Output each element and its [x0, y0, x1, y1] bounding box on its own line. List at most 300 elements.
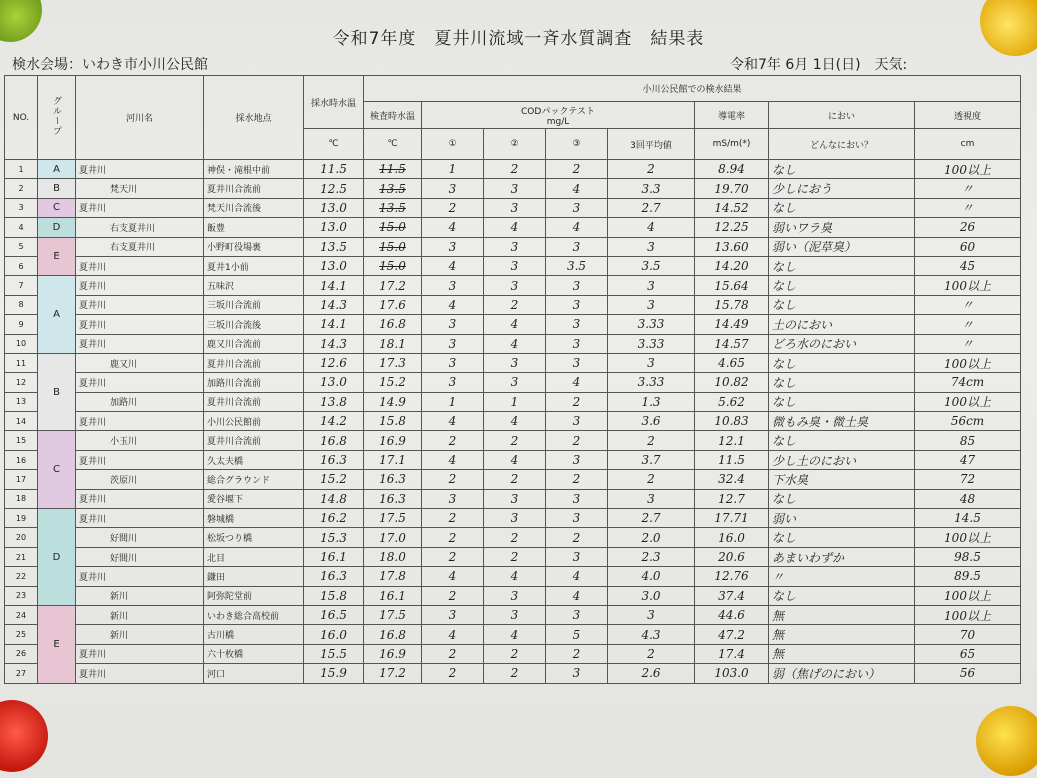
cod-1: 2 — [422, 644, 484, 663]
test-temp: 15.0 — [364, 218, 422, 237]
cod-1: 2 — [422, 198, 484, 217]
transparency: 〃 — [915, 179, 1021, 198]
transparency: 56 — [915, 664, 1021, 683]
table-body — [5, 160, 1021, 684]
transparency: 100以上 — [915, 528, 1021, 547]
cod-2: 3 — [484, 256, 546, 275]
river-name: 夏井川 — [76, 334, 204, 353]
sample-temp: 15.9 — [304, 664, 364, 683]
header-site: 採水地点 — [204, 76, 304, 160]
cod-average: 2.7 — [608, 509, 695, 528]
table-row — [5, 237, 1021, 256]
cod-average: 2.0 — [608, 528, 695, 547]
cod-3: 2 — [546, 431, 608, 450]
transparency: 74cm — [915, 373, 1021, 392]
cod-1: 2 — [422, 509, 484, 528]
odor: 弱（焦げのにおい） — [769, 664, 915, 683]
river-name: 好間川 — [76, 547, 204, 566]
conductivity: 103.0 — [695, 664, 769, 683]
conductivity: 14.52 — [695, 198, 769, 217]
row-no: 7 — [5, 276, 38, 295]
test-temp: 16.3 — [364, 489, 422, 508]
odor: なし — [769, 256, 915, 275]
test-temp: 15.0 — [364, 237, 422, 256]
table-row — [5, 315, 1021, 334]
row-no: 25 — [5, 625, 38, 644]
test-temp: 13.5 — [364, 179, 422, 198]
cod-average: 3.6 — [608, 412, 695, 431]
cod-2: 2 — [484, 644, 546, 663]
river-name: 右支夏井川 — [76, 218, 204, 237]
row-no: 21 — [5, 547, 38, 566]
sample-temp: 13.0 — [304, 373, 364, 392]
sampling-site: 古川橋 — [204, 625, 304, 644]
row-no: 15 — [5, 431, 38, 450]
cod-2: 4 — [484, 218, 546, 237]
cod-3: 3 — [546, 489, 608, 508]
cod-2: 3 — [484, 198, 546, 217]
transparency: 45 — [915, 256, 1021, 275]
table-row — [5, 412, 1021, 431]
sample-temp: 13.0 — [304, 218, 364, 237]
cod-1: 2 — [422, 528, 484, 547]
test-temp: 17.0 — [364, 528, 422, 547]
sample-temp: 13.0 — [304, 198, 364, 217]
cod-2: 3 — [484, 353, 546, 372]
row-no: 6 — [5, 256, 38, 275]
cod-2: 2 — [484, 528, 546, 547]
header-cod-3: ③ — [546, 129, 608, 160]
cod-1: 3 — [422, 276, 484, 295]
row-no: 26 — [5, 644, 38, 663]
sampling-site: 梵天川合流後 — [204, 198, 304, 217]
transparency: 98.5 — [915, 547, 1021, 566]
cod-average: 3.33 — [608, 334, 695, 353]
cod-1: 4 — [422, 256, 484, 275]
header-test-temp-unit: ℃ — [364, 129, 422, 160]
cod-3: 3.5 — [546, 256, 608, 275]
sample-temp: 12.5 — [304, 179, 364, 198]
cod-3: 3 — [546, 315, 608, 334]
odor: なし — [769, 489, 915, 508]
transparency: 〃 — [915, 198, 1021, 217]
cod-3: 3 — [546, 509, 608, 528]
sample-temp: 16.3 — [304, 567, 364, 586]
river-name: 夏井川 — [76, 509, 204, 528]
row-no: 4 — [5, 218, 38, 237]
conductivity: 12.7 — [695, 489, 769, 508]
row-no: 16 — [5, 450, 38, 469]
header-cod-2: ② — [484, 129, 546, 160]
conductivity: 17.71 — [695, 509, 769, 528]
cod-average: 1.3 — [608, 392, 695, 411]
conductivity: 10.82 — [695, 373, 769, 392]
odor: どろ水のにおい — [769, 334, 915, 353]
sample-temp: 14.2 — [304, 412, 364, 431]
cod-average: 2.7 — [608, 198, 695, 217]
cod-3: 2 — [546, 392, 608, 411]
header-transparency-unit: cm — [915, 129, 1021, 160]
group-label: E — [38, 237, 76, 276]
row-no: 3 — [5, 198, 38, 217]
test-temp: 17.5 — [364, 605, 422, 624]
river-name: 夏井川 — [76, 664, 204, 683]
conductivity: 12.76 — [695, 567, 769, 586]
cod-average: 2.6 — [608, 664, 695, 683]
conductivity: 20.6 — [695, 547, 769, 566]
test-temp: 17.5 — [364, 509, 422, 528]
river-name: 新川 — [76, 605, 204, 624]
test-temp: 15.2 — [364, 373, 422, 392]
row-no: 24 — [5, 605, 38, 624]
test-temp: 16.9 — [364, 644, 422, 663]
odor: あまいわずか — [769, 547, 915, 566]
row-no: 10 — [5, 334, 38, 353]
cod-3: 3 — [546, 605, 608, 624]
group-label: A — [38, 160, 76, 179]
sample-temp: 14.3 — [304, 295, 364, 314]
sampling-site: 磐城橋 — [204, 509, 304, 528]
sampling-site: 三坂川合流後 — [204, 315, 304, 334]
cod-average: 2 — [608, 644, 695, 663]
transparency: 〃 — [915, 334, 1021, 353]
cod-3: 3 — [546, 664, 608, 683]
odor: 無 — [769, 625, 915, 644]
transparency: 48 — [915, 489, 1021, 508]
cod-average: 4 — [608, 218, 695, 237]
odor: なし — [769, 198, 915, 217]
table-row — [5, 295, 1021, 314]
cod-3: 3 — [546, 412, 608, 431]
table-row — [5, 470, 1021, 489]
cod-2: 1 — [484, 392, 546, 411]
row-no: 27 — [5, 664, 38, 683]
transparency: 47 — [915, 450, 1021, 469]
odor: なし — [769, 295, 915, 314]
table-row — [5, 625, 1021, 644]
sample-temp: 12.6 — [304, 353, 364, 372]
row-no: 1 — [5, 160, 38, 179]
table-row — [5, 664, 1021, 683]
river-name: 小玉川 — [76, 431, 204, 450]
row-no: 22 — [5, 567, 38, 586]
header-conductivity-unit: mS/m(*) — [695, 129, 769, 160]
river-name: 鹿又川 — [76, 353, 204, 372]
sample-temp: 16.8 — [304, 431, 364, 450]
transparency: 〃 — [915, 295, 1021, 314]
venue-label: 検水会場：いわき市小川公民館 — [12, 57, 208, 73]
table-row — [5, 431, 1021, 450]
table-row — [5, 218, 1021, 237]
row-no: 23 — [5, 586, 38, 605]
cod-1: 3 — [422, 179, 484, 198]
odor: 〃 — [769, 567, 915, 586]
odor: 土のにおい — [769, 315, 915, 334]
group-label: B — [38, 179, 76, 198]
cod-average: 3.7 — [608, 450, 695, 469]
odor: なし — [769, 392, 915, 411]
header-section-title: 小川公民館での検水結果 — [364, 76, 1021, 102]
row-no: 8 — [5, 295, 38, 314]
river-name: 右支夏井川 — [76, 237, 204, 256]
odor: 弱いワラ臭 — [769, 218, 915, 237]
odor: 少し土のにおい — [769, 450, 915, 469]
cod-3: 4 — [546, 586, 608, 605]
odor: 少しにおう — [769, 179, 915, 198]
cod-3: 3 — [546, 237, 608, 256]
cod-3: 4 — [546, 218, 608, 237]
cod-1: 3 — [422, 373, 484, 392]
transparency: 85 — [915, 431, 1021, 450]
cod-average: 2 — [608, 431, 695, 450]
sampling-site: いわき総合高校前 — [204, 605, 304, 624]
sample-temp: 13.5 — [304, 237, 364, 256]
cod-1: 2 — [422, 470, 484, 489]
row-no: 13 — [5, 392, 38, 411]
sample-temp: 16.1 — [304, 547, 364, 566]
test-temp: 17.8 — [364, 567, 422, 586]
test-temp: 15.8 — [364, 412, 422, 431]
table-row — [5, 567, 1021, 586]
sampling-site: 五味沢 — [204, 276, 304, 295]
cod-average: 3.0 — [608, 586, 695, 605]
header-odor-sub: どんなにおい？ — [769, 129, 915, 160]
cod-3: 5 — [546, 625, 608, 644]
sampling-site: 小川公民館前 — [204, 412, 304, 431]
cod-average: 2 — [608, 160, 695, 179]
conductivity: 44.6 — [695, 605, 769, 624]
header-group: グループ — [38, 76, 76, 160]
transparency: 100以上 — [915, 353, 1021, 372]
cod-average: 3.3 — [608, 179, 695, 198]
cod-average: 3.33 — [608, 373, 695, 392]
cod-average: 3 — [608, 237, 695, 256]
test-temp: 17.2 — [364, 664, 422, 683]
conductivity: 13.60 — [695, 237, 769, 256]
cod-1: 3 — [422, 334, 484, 353]
test-temp: 16.8 — [364, 315, 422, 334]
odor: なし — [769, 528, 915, 547]
conductivity: 14.20 — [695, 256, 769, 275]
river-name: 夏井川 — [76, 276, 204, 295]
header-sample-temp: 採水時水温 — [304, 76, 364, 129]
test-temp: 16.8 — [364, 625, 422, 644]
cod-1: 2 — [422, 547, 484, 566]
river-name: 夏井川 — [76, 160, 204, 179]
cod-3: 4 — [546, 179, 608, 198]
cod-2: 3 — [484, 605, 546, 624]
conductivity: 16.0 — [695, 528, 769, 547]
test-temp: 17.2 — [364, 276, 422, 295]
yellow-magnet-bottom-right — [976, 706, 1037, 776]
cod-2: 4 — [484, 334, 546, 353]
cod-1: 3 — [422, 605, 484, 624]
sample-temp: 14.8 — [304, 489, 364, 508]
transparency: 26 — [915, 218, 1021, 237]
cod-1: 4 — [422, 412, 484, 431]
river-name: 夏井川 — [76, 567, 204, 586]
sample-temp: 16.5 — [304, 605, 364, 624]
group-label: D — [38, 218, 76, 237]
cod-1: 4 — [422, 567, 484, 586]
sampling-site: 夏井川合流前 — [204, 353, 304, 372]
table-row — [5, 509, 1021, 528]
table-row — [5, 392, 1021, 411]
conductivity: 37.4 — [695, 586, 769, 605]
cod-3: 3 — [546, 334, 608, 353]
river-name: 新川 — [76, 586, 204, 605]
table-row — [5, 547, 1021, 566]
transparency: 100以上 — [915, 605, 1021, 624]
table-row — [5, 256, 1021, 275]
cod-2: 2 — [484, 547, 546, 566]
cod-3: 3 — [546, 353, 608, 372]
header-cod-avg: 3回平均値 — [608, 129, 695, 160]
cod-average: 4.0 — [608, 567, 695, 586]
river-name: 夏井川 — [76, 644, 204, 663]
conductivity: 19.70 — [695, 179, 769, 198]
conductivity: 17.4 — [695, 644, 769, 663]
sampling-site: 松坂つり橋 — [204, 528, 304, 547]
cod-average: 2.3 — [608, 547, 695, 566]
group-label: A — [38, 276, 76, 354]
transparency: 100以上 — [915, 160, 1021, 179]
sample-temp: 14.3 — [304, 334, 364, 353]
odor: 無 — [769, 605, 915, 624]
group-label: D — [38, 509, 76, 606]
cod-2: 4 — [484, 412, 546, 431]
river-name: 夏井川 — [76, 198, 204, 217]
row-no: 19 — [5, 509, 38, 528]
sample-temp: 14.1 — [304, 315, 364, 334]
cod-average: 3 — [608, 605, 695, 624]
conductivity: 15.78 — [695, 295, 769, 314]
row-no: 9 — [5, 315, 38, 334]
row-no: 17 — [5, 470, 38, 489]
test-temp: 16.1 — [364, 586, 422, 605]
cod-2: 2 — [484, 470, 546, 489]
header-no: NO. — [5, 76, 38, 160]
sample-temp: 15.5 — [304, 644, 364, 663]
test-temp: 14.9 — [364, 392, 422, 411]
cod-3: 4 — [546, 373, 608, 392]
transparency: 56cm — [915, 412, 1021, 431]
odor: なし — [769, 586, 915, 605]
table-row — [5, 644, 1021, 663]
sampling-site: 阿弥陀堂前 — [204, 586, 304, 605]
row-no: 20 — [5, 528, 38, 547]
conductivity: 14.49 — [695, 315, 769, 334]
header-conductivity: 導電率 — [695, 102, 769, 129]
sampling-site: 六十枚橋 — [204, 644, 304, 663]
row-no: 12 — [5, 373, 38, 392]
sample-temp: 13.0 — [304, 256, 364, 275]
river-name: 夏井川 — [76, 450, 204, 469]
cod-average: 3 — [608, 353, 695, 372]
cod-3: 2 — [546, 470, 608, 489]
conductivity: 14.57 — [695, 334, 769, 353]
cod-2: 3 — [484, 179, 546, 198]
group-label: C — [38, 431, 76, 509]
cod-2: 2 — [484, 431, 546, 450]
table-row — [5, 450, 1021, 469]
odor: 微もみ臭・微土臭 — [769, 412, 915, 431]
cod-1: 4 — [422, 218, 484, 237]
cod-2: 3 — [484, 276, 546, 295]
transparency: 100以上 — [915, 586, 1021, 605]
sampling-site: 夏井川合流前 — [204, 392, 304, 411]
group-label: E — [38, 605, 76, 683]
cod-average: 3.5 — [608, 256, 695, 275]
odor: なし — [769, 276, 915, 295]
cod-3: 3 — [546, 450, 608, 469]
conductivity: 12.1 — [695, 431, 769, 450]
conductivity: 10.83 — [695, 412, 769, 431]
cod-1: 1 — [422, 392, 484, 411]
sampling-site: 北目 — [204, 547, 304, 566]
cod-3: 3 — [546, 276, 608, 295]
conductivity: 8.94 — [695, 160, 769, 179]
test-temp: 11.5 — [364, 160, 422, 179]
date-weather-label: 令和7年 6月 1日(日) 天気: — [730, 57, 908, 73]
conductivity: 32.4 — [695, 470, 769, 489]
sampling-site: 夏井川合流前 — [204, 179, 304, 198]
test-temp: 16.9 — [364, 431, 422, 450]
group-label: C — [38, 198, 76, 217]
sampling-site: 三坂川合流前 — [204, 295, 304, 314]
sample-temp: 15.2 — [304, 470, 364, 489]
test-temp: 18.1 — [364, 334, 422, 353]
sampling-site: 愛谷堰下 — [204, 489, 304, 508]
cod-average: 3 — [608, 295, 695, 314]
sample-temp: 16.3 — [304, 450, 364, 469]
cod-2: 2 — [484, 295, 546, 314]
odor: なし — [769, 353, 915, 372]
sample-temp: 13.8 — [304, 392, 364, 411]
river-name: 好間川 — [76, 528, 204, 547]
conductivity: 12.25 — [695, 218, 769, 237]
row-no: 14 — [5, 412, 38, 431]
group-label: B — [38, 353, 76, 431]
river-name: 梵天川 — [76, 179, 204, 198]
header-sample-temp-unit: ℃ — [304, 129, 364, 160]
table-row — [5, 528, 1021, 547]
test-temp: 13.5 — [364, 198, 422, 217]
results-table — [4, 75, 1021, 684]
sampling-site: 夏井川合流前 — [204, 431, 304, 450]
sampling-site: 小野町役場裏 — [204, 237, 304, 256]
cod-3: 3 — [546, 547, 608, 566]
cod-2: 4 — [484, 625, 546, 644]
sampling-site: 神俣・滝根中前 — [204, 160, 304, 179]
header-odor: におい — [769, 102, 915, 129]
page-title: 令和7年度 夏井川流域一斉水質調査 結果表 — [332, 29, 705, 49]
river-name: 夏井川 — [76, 256, 204, 275]
sample-temp: 16.2 — [304, 509, 364, 528]
test-temp: 18.0 — [364, 547, 422, 566]
odor: なし — [769, 373, 915, 392]
cod-1: 1 — [422, 160, 484, 179]
header-cod-1: ① — [422, 129, 484, 160]
test-temp: 17.1 — [364, 450, 422, 469]
row-no: 11 — [5, 353, 38, 372]
sampling-site: 飯豊 — [204, 218, 304, 237]
cod-2: 2 — [484, 664, 546, 683]
table-row — [5, 198, 1021, 217]
row-no: 2 — [5, 179, 38, 198]
sample-temp: 15.8 — [304, 586, 364, 605]
cod-2: 3 — [484, 586, 546, 605]
